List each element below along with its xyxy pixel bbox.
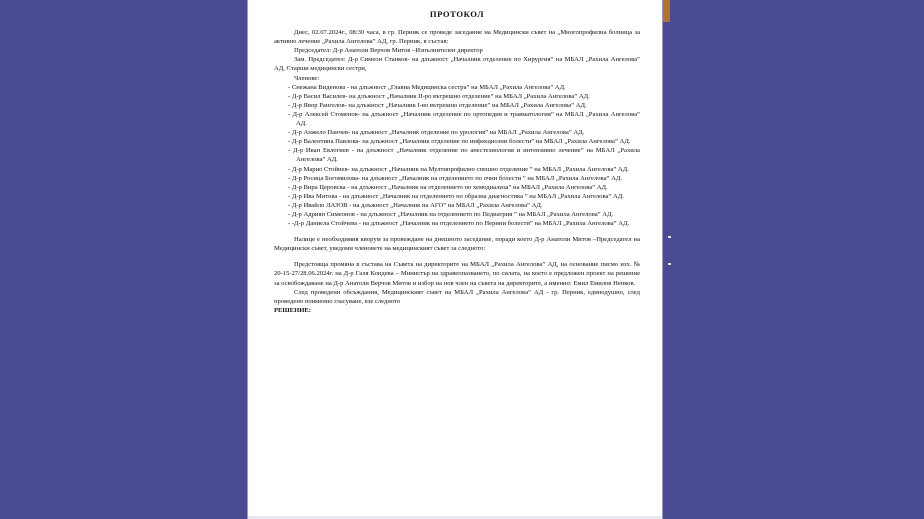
member-text: Д-р Васил Василев- на длъжност „Началник II-ро вътрешно отделение” на МБАЛ „Рахила Ангелова” АД. — [291, 92, 590, 100]
scroll-marker-upper — [668, 236, 671, 238]
member-text: Д-р Анжело Панчев- на длъжност „Началник отделение по урология” на МБАЛ „Рахила Ангелова” АД. — [291, 129, 585, 137]
member-text: Д-р Валентина Павлова- на длъжност „Началник отделение по инфекциозни болести” на МБАЛ „Рахила Ангелова” АД. — [291, 138, 631, 146]
list-item: - Д-р Алексей Стоменов- на длъжност „Началник отделение по ортопедия и травматология” на МБАЛ „Рахила Ангелова” АД. — [288, 110, 640, 128]
member-text: Д-р Ивайло ЛАЗОВ - на длъжност „Началник на АГО” на МБАЛ „Рахила Ангелова” АД. — [291, 201, 543, 209]
viewer-left-background — [0, 0, 245, 519]
member-text: Снежана Виденова - на длъжност „Главна Медицинска сестра” на МБАЛ „Рахила Ангелова” АД. — [291, 83, 566, 91]
list-item: - Д-р Росица Богомилова- на длъжност „Началник на отделението по очни болести ” на МБАЛ „Рахила Ангелова” АД. — [288, 174, 622, 182]
list-item: - Д-р Иван Евлогиев - на длъжност „Началник отделение по анестезиология и интензивно лечение” на МБАЛ „Рахила Ангелова” АД. — [288, 147, 640, 164]
member-text: Д-р Явор Рангелов- на длъжност „Началник I-во вътрешно отделение” на МБАЛ „Рахила Ангелова” АД. — [291, 101, 587, 109]
document-page — [248, 0, 662, 519]
after-discussion-paragraph: След проведени обсъждания, Медицинският съвет на МБАЛ „Рахила Ангелова” АД - гр. Перник, единодушно, след проведено поименно гласуване, взе следното — [274, 288, 640, 305]
list-item: - Д-р Явор Рангелов- на длъжност „Началник I-во вътрешно отделение” на МБАЛ „Рахила Ангелова” АД. — [288, 101, 587, 109]
member-text: Д-р Росица Богомилова- на длъжност „Началник на отделението по очни болести ” на МБАЛ „Рахила Ангелова” АД. — [291, 174, 622, 182]
quorum-paragraph: Налице е необходимия кворум за провеждане на днешното заседание, поради което Д-р Анатоли Митов –Председател на Медицински съвет, уведоми членовете на медицинският съвет за следното: — [274, 236, 640, 253]
list-item: - Д-р Ива Митова - на длъжност „Началник на отделението по образна диагностика ” на МБАЛ „Рахила Ангелова” АД. — [288, 192, 624, 200]
page-content-area — [248, 0, 662, 519]
list-item: - Д-р Валентина Павлова- на длъжност „Началник отделение по инфекциозни болести” на МБАЛ „Рахила Ангелова” АД. — [288, 138, 631, 146]
page-title: ПРОТОКОЛ — [429, 9, 485, 19]
member-text: Д-р Марио Стойнев- на длъжност „Началник на Мултипрофилно спешно отделение ” на МБАЛ „Рахила Ангелова” АД. — [291, 165, 629, 173]
list-item: - -Д-р Даниела Стойчева - на длъжност „Началник на отделението по Нерини болести” на МБАЛ „Рахила Ангелова” АД. — [288, 220, 630, 228]
member-text: Д-р Адриян Симеонов - на длъжност „Началник на отделението по Педиатрия ” на МБАЛ „Рахила Ангелова” АД. — [291, 210, 614, 218]
list-item: - Д-р Вира Церовска - на длъжност „Началник на отделението по хемодиализа” на МБАЛ „Рахила Ангелова” АД. — [288, 183, 608, 191]
members-label: Членове: — [294, 74, 320, 82]
members-list — [274, 83, 640, 229]
scroll-marker-lower — [668, 263, 671, 265]
agenda-paragraph: Предстояща промяна в състава на Съвета на директорите на МБАЛ „Рахила Ангелова” АД, на основание писмо изх. № 20-15-27/28.06.2024г. на Д-р Галя Кондева – Министър на здравеопазването, по силата, на което е предложен проект на решение за освобождаване на Д-р Анатоли Вeрчов Митов и избор на нов член на съвета на директорите, а именно: Емил Емилов Ненков. — [274, 261, 640, 287]
decision-label: РЕШЕНИЕ: — [274, 306, 311, 314]
member-text: Д-р Вира Церовска - на длъжност „Началник на отделението по хемодиализа” на МБАЛ „Рахила Ангелова” АД. — [291, 183, 608, 191]
list-item: - Снежана Виденова - на длъжност „Главна Медицинска сестра” на МБАЛ „Рахила Ангелова” АД. — [288, 83, 566, 91]
viewer-right-background — [662, 0, 924, 519]
member-text: Д-р Иван Евлогиев - на длъжност „Началник отделение по анестезиология и интензивно лечение” на МБАЛ „Рахила Ангелова” АД. — [293, 147, 640, 164]
list-item: - Д-р Адриян Симеонов - на длъжност „Началник на отделението по Педиатрия ” на МБАЛ „Рахила Ангелова” АД. — [288, 210, 614, 218]
list-item: - Д-р Марио Стойнев- на длъжност „Началник на Мултипрофилно спешно отделение ” на МБАЛ „Рахила Ангелова” АД. — [288, 165, 629, 173]
list-item: - Д-р Ивайло ЛАЗОВ - на длъжност „Началник на АГО” на МБАЛ „Рахила Ангелова” АД. — [288, 201, 543, 209]
member-text: Д-р Ива Митова - на длъжност „Началник на отделението по образна диагностика ” на МБАЛ „Рахила Ангелова” АД. — [291, 192, 624, 200]
intro-paragraph: Днес, 02.07.2024г., 08:30 часа, в гр. Перник се проведе заседание на Медицински съвет на „Многопрофилна болница за активно лечение „Рахила Ангелова” АД, гр. Перник, в състав: — [274, 29, 640, 46]
member-text: Д-р Алексей Стоменов- на длъжност „Началник отделение по ортопедия и травматология” на МБАЛ „Рахила Ангелова” АД. — [292, 110, 640, 128]
deputy-chairman-line: Зам. Председател: Д-р Симеон Станков- на длъжност „Началник отделение по Хирургия” на МБАЛ „Рахила Ангелова” АД, Старши медицински сестри, — [274, 56, 640, 73]
list-item: - Д-р Анжело Панчев- на длъжност „Началник отделение по урология” на МБАЛ „Рахила Ангелова” АД. — [288, 129, 585, 137]
chairman-line: Председател: Д-р Анатоли Вeрчов Митов –Изпълнителен директор — [294, 47, 483, 55]
member-text: -Д-р Даниела Стойчева - на длъжност „Началник на отделението по Нерини болести” на МБАЛ „Рахила Ангелова” АД. — [291, 220, 630, 228]
protocol-body — [248, 0, 662, 315]
list-item: - Д-р Васил Василев- на длъжност „Началник II-ро вътрешно отделение” на МБАЛ „Рахила Ангелова” АД. — [288, 92, 590, 100]
